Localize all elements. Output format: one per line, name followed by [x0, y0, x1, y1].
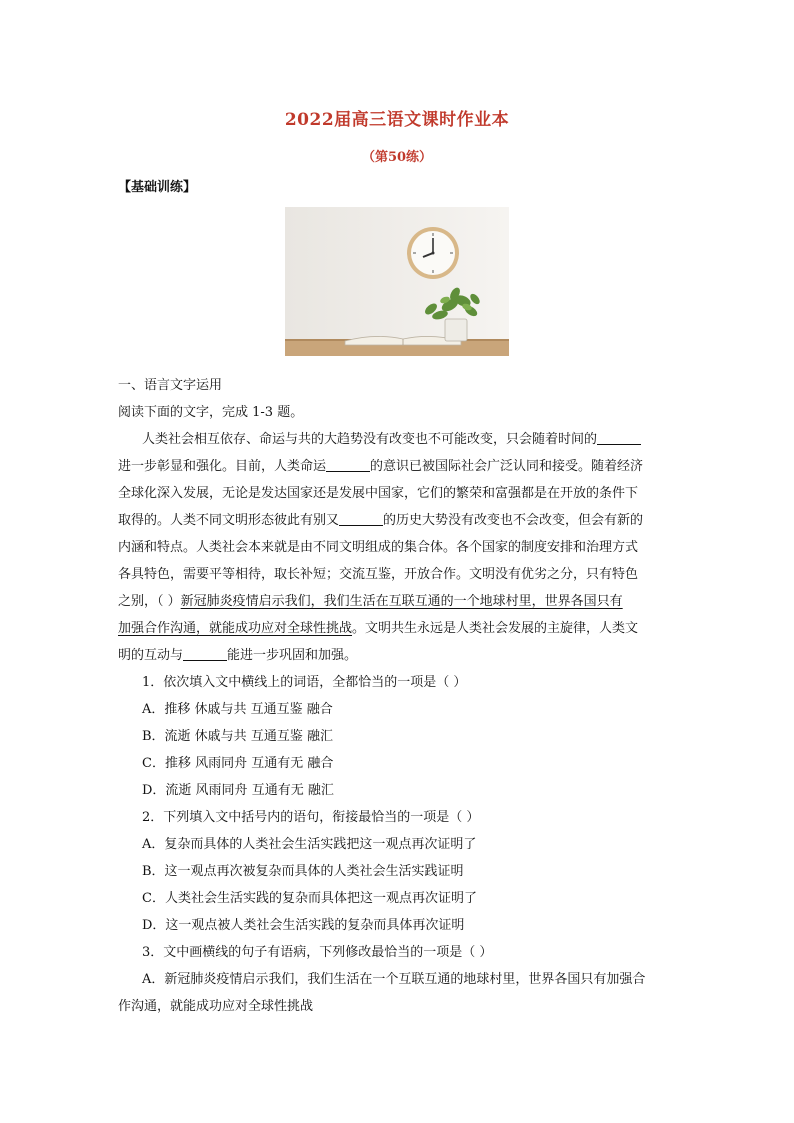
- passage-line: 进一步彰显和强化。目前，人类命运 的意识已被国际社会广泛认同和接受。随着经济: [118, 459, 644, 474]
- question-2: 2．下列填入文中括号内的语句，衔接最恰当的一项是（ ）: [142, 810, 480, 825]
- question-3: 3．文中画横线的句子有语病，下列修改最恰当的一项是（ ）: [142, 945, 493, 960]
- option-1c: C．推移 风雨同舟 互通有无 融合: [142, 756, 334, 771]
- option-1a: A．推移 休戚与共 互通互鉴 融合: [142, 702, 333, 717]
- clock-plant-book-photo: [285, 207, 509, 356]
- fill-blank: [183, 648, 227, 661]
- question-1: 1．依次填入文中横线上的词语，全都恰当的一项是（ ）: [142, 675, 467, 690]
- fill-blank: [339, 513, 383, 526]
- underlined-sentence: 加强合作沟通，就能成功应对全球性挑战: [118, 621, 353, 636]
- page-subtitle: （第50练）: [361, 150, 433, 165]
- passage-line: 内涵和特点。人类社会本来就是由不同文明组成的集合体。各个国家的制度安排和治理方式: [118, 540, 639, 555]
- option-2b: B．这一观点再次被复杂而具体的人类社会生活实践证明: [142, 864, 464, 879]
- part1-instruction: 阅读下面的文字，完成 1-3 题。: [118, 405, 304, 420]
- option-1d: D．流逝 风雨同舟 互通有无 融汇: [142, 783, 334, 798]
- passage-line: 加强合作沟通，就能成功应对全球性挑战。文明共生永远是人类社会发展的主旋律，人类文: [118, 621, 639, 636]
- option-3a-continued: 作沟通，就能成功应对全球性挑战: [118, 999, 314, 1014]
- fill-blank: [326, 459, 370, 472]
- passage-line: 取得的。人类不同文明形态彼此有别又 的历史大势没有改变也不会改变，但会有新的: [118, 513, 644, 528]
- option-3a: A．新冠肺炎疫情启示我们，我们生活在一个互联互通的地球村里，世界各国只有加强合: [142, 972, 646, 987]
- page-title: 2022届高三语文课时作业本: [284, 110, 510, 130]
- passage-line: 之别，（ ）新冠肺炎疫情启示我们，我们生活在互联互通的一个地球村里，世界各国只有: [118, 594, 623, 609]
- option-2a: A．复杂而具体的人类社会生活实践把这一观点再次证明了: [142, 837, 477, 852]
- option-2c: C．人类社会生活实践的复杂而具体把这一观点再次证明了: [142, 891, 477, 906]
- passage-line: 各具特色，需要平等相待，取长补短；交流互鉴，开放合作。文明没有优劣之分，只有特色: [118, 567, 639, 582]
- passage-line: 明的互动与 能进一步巩固和加强。: [118, 648, 358, 663]
- fill-blank: [597, 432, 641, 445]
- part1-heading: 一、语言文字运用: [118, 378, 223, 393]
- passage-line: 人类社会相互依存、命运与共的大趋势没有改变也不可能改变，只会随着时间的: [142, 432, 641, 448]
- option-1b: B．流逝 休戚与共 互通互鉴 融汇: [142, 729, 333, 744]
- section-label: 【基础训练】: [118, 180, 197, 195]
- underlined-sentence: 新冠肺炎疫情启示我们，我们生活在互联互通的一个地球村里，世界各国只有: [180, 594, 623, 609]
- passage-line: 全球化深入发展，无论是发达国家还是发展中国家，它们的繁荣和富强都是在开放的条件下: [118, 486, 639, 501]
- option-2d: D．这一观点被人类社会生活实践的复杂而具体再次证明: [142, 918, 465, 933]
